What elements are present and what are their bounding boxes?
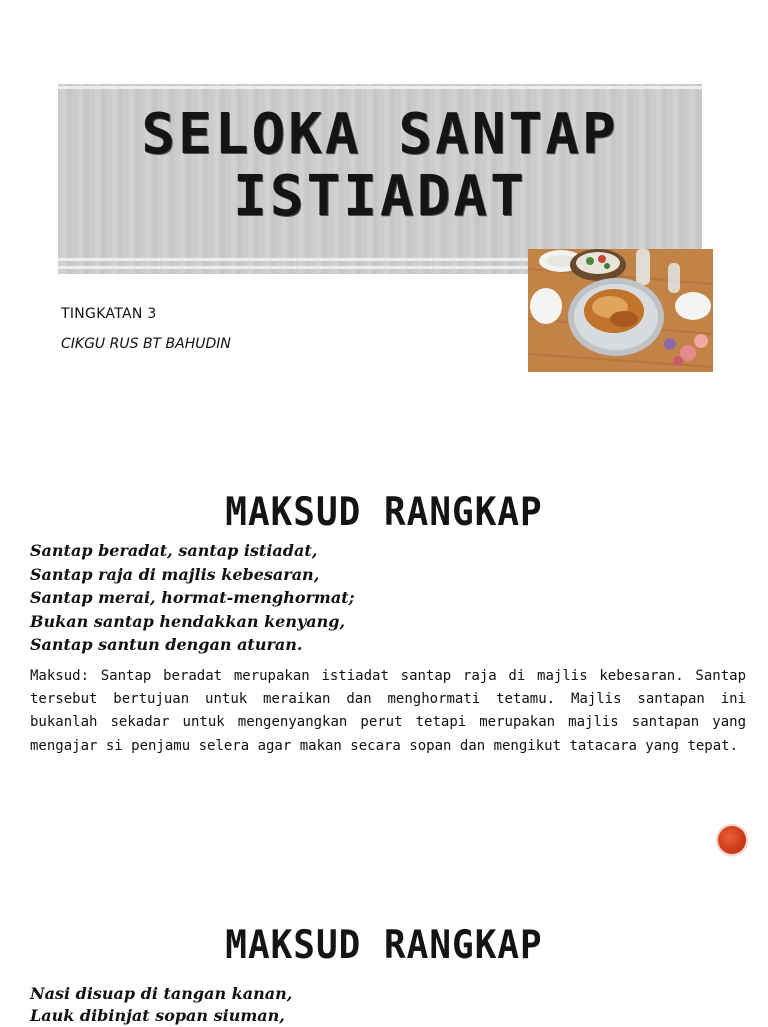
stanza-line: Santap santun dengan aturan. <box>30 635 303 654</box>
slide-title-line-1: SELOKA SANTAP <box>141 102 619 167</box>
stanza-line: Santap merai, hormat-menghormat; <box>30 588 355 607</box>
section-heading: MAKSUD RANGKAP <box>225 489 543 536</box>
stanza-line: Lauk dibinjat sopan siuman, <box>30 1006 285 1025</box>
section-heading-2: MAKSUD RANGKAP <box>225 922 543 969</box>
stanza-line: Bukan santap hendakkan kenyang, <box>30 611 346 631</box>
level-label: TINGKATAN 3 <box>61 306 157 322</box>
banner-stripe <box>58 86 702 89</box>
food-photo-image <box>528 249 713 372</box>
slide-nav-button[interactable] <box>718 826 746 854</box>
stanza-line: Santap raja di majlis kebesaran, <box>30 564 320 584</box>
teacher-label: CIKGU RUS BT BAHUDIN <box>61 336 231 352</box>
stanza-line: Santap beradat, santap istiadat, <box>30 541 318 560</box>
slide-title <box>58 104 702 228</box>
stanza-2 <box>30 983 292 1027</box>
meaning-paragraph: Maksud: Santap beradat merupakan istiadat santap raja di majlis kebesaran. Santap tersebut bertujuan untuk meraikan dan menghormati tetamu. Majlis santapan ini bukanlah sekadar untuk mengenyangkan perut tetapi merupakan majlis santapan yang mengajar si penjamu selera agar makan secara sopan dan mengikut tatacara yang tepat. <box>30 668 746 754</box>
title-banner <box>58 84 702 274</box>
slide-title-line-2: ISTIADAT <box>233 164 527 229</box>
stanza-line: Nasi disuap di tangan kanan, <box>30 984 293 1003</box>
stanza-1 <box>30 539 355 657</box>
